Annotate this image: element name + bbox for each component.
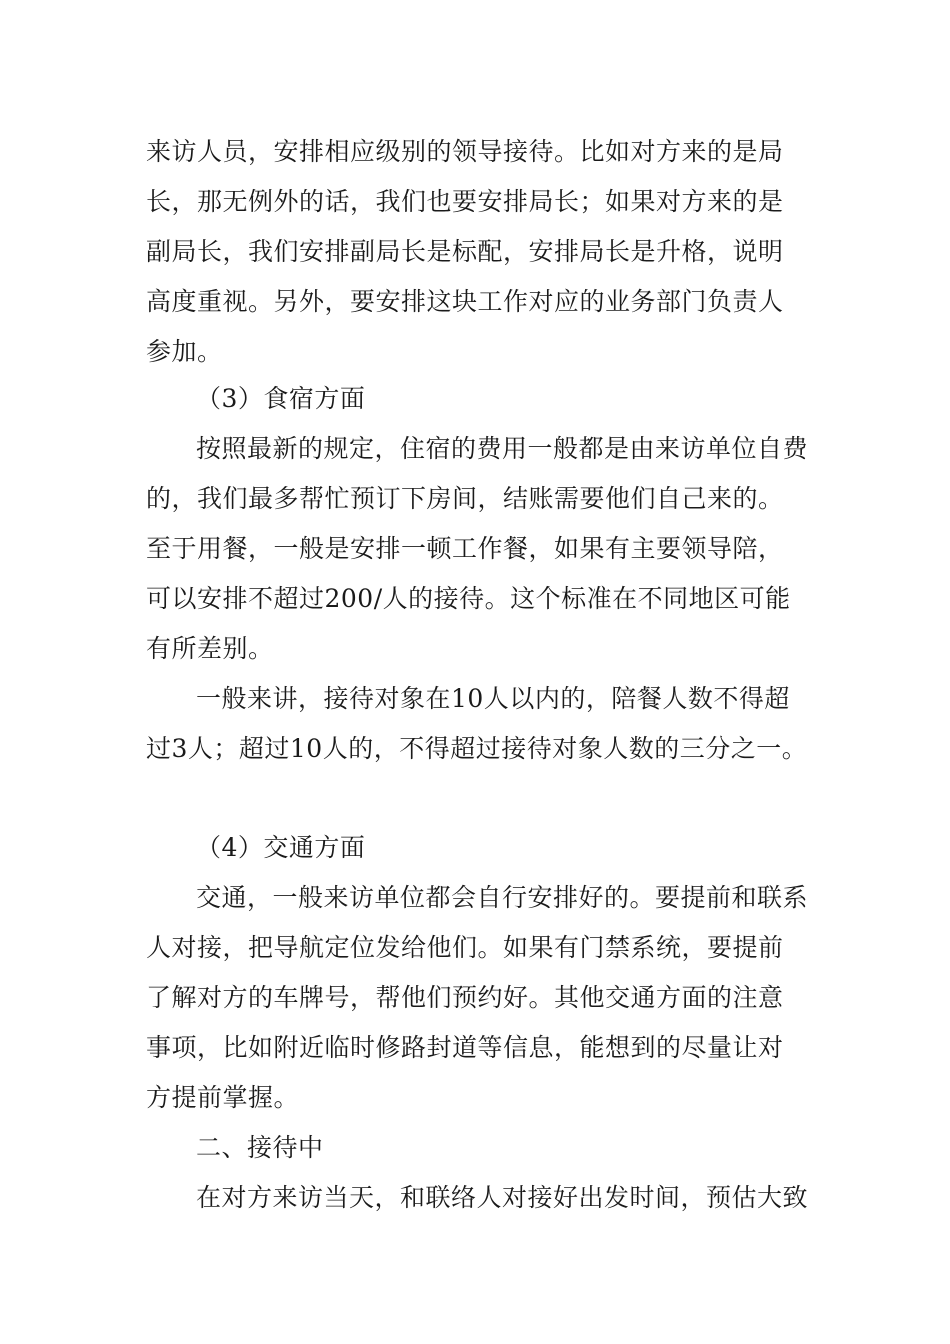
paragraph-line: 长，那无例外的话，我们也要安排局长；如果对方来的是 xyxy=(146,187,784,216)
section-heading: （4）交通方面 xyxy=(196,833,366,862)
paragraph-line: 来访人员，安排相应级别的领导接待。比如对方来的是局 xyxy=(146,137,784,166)
paragraph-line: 按照最新的规定，住宿的费用一般都是由来访单位自费 xyxy=(196,434,809,463)
paragraph-line: 的，我们最多帮忙预订下房间，结账需要他们自己来的。 xyxy=(146,484,784,513)
paragraph-line: 副局长，我们安排副局长是标配，安排局长是升格，说明 xyxy=(146,237,784,266)
paragraph-line: 至于用餐，一般是安排一顿工作餐，如果有主要领导陪， xyxy=(146,534,784,563)
paragraph-line: 可以安排不超过200/人的接待。这个标准在不同地区可能 xyxy=(146,584,791,613)
paragraph-line: 过3人；超过10人的，不得超过接待对象人数的三分之一。 xyxy=(146,734,808,763)
paragraph-line: 高度重视。另外，要安排这块工作对应的业务部门负责人 xyxy=(146,287,784,316)
paragraph-line: 一般来讲，接待对象在10人以内的，陪餐人数不得超 xyxy=(196,684,790,713)
paragraph-line: 参加。 xyxy=(146,337,223,366)
section-heading: （3）食宿方面 xyxy=(196,384,366,413)
paragraph-line: 交通，一般来访单位都会自行安排好的。要提前和联系 xyxy=(196,883,809,912)
paragraph-line: 了解对方的车牌号，帮他们预约好。其他交通方面的注意 xyxy=(146,983,784,1012)
section-heading: 二、接待中 xyxy=(196,1133,324,1162)
paragraph-line: 在对方来访当天，和联络人对接好出发时间，预估大致 xyxy=(196,1183,809,1212)
paragraph-line: 有所差别。 xyxy=(146,634,274,663)
paragraph-line: 方提前掌握。 xyxy=(146,1083,300,1112)
paragraph-line: 人对接，把导航定位发给他们。如果有门禁系统，要提前 xyxy=(146,933,784,962)
paragraph-line: 事项，比如附近临时修路封道等信息，能想到的尽量让对 xyxy=(146,1033,784,1062)
